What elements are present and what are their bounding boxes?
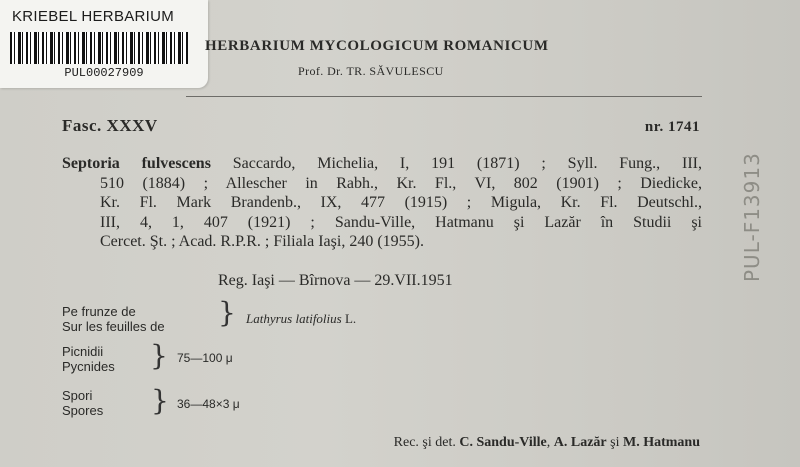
citation-line-1: Septoria fulvescens Saccardo, Michelia, I, 191 (1871) ; Syll. Fung., III,: [62, 155, 702, 172]
brace-host: }: [218, 296, 236, 329]
spores-label: Spori Spores: [62, 388, 104, 418]
host-label: Pe frunze de Sur les feuilles de: [62, 304, 165, 334]
collection-editor: Prof. Dr. TR. SĂVULESCU: [298, 64, 444, 78]
locality-date: Reg. Iaşi — Bîrnova — 29.VII.1951: [218, 272, 453, 289]
citation-line-3: Kr. Fl. Mark Brandenb., IX, 477 (1915) ; Migula, Kr. Fl. Deutschl.,: [100, 194, 702, 212]
fascicle-number: Fasc. XXXV: [62, 116, 158, 135]
spores-size: 36—48×3 μ: [177, 397, 240, 411]
herbarium-tag: [0, 0, 208, 88]
header-divider: [186, 96, 702, 97]
citation-line-4: III, 4, 1, 407 (1921) ; Sandu-Ville, Hatmanu şi Lazăr în Studii şi: [100, 213, 702, 231]
herbarium-name: KRIEBEL HERBARIUM: [12, 8, 175, 25]
pycnidia-label: Picnidii Pycnides: [62, 344, 115, 374]
brace-spores: }: [151, 384, 169, 417]
host-species: Lathyrus latifolius L.: [246, 311, 357, 326]
barcode-image: [10, 32, 188, 64]
collector-line: Rec. şi det. C. Sandu-Ville, A. Lazăr şi M. Hatmanu: [393, 435, 700, 450]
specimen-number: nr. 1741: [644, 119, 700, 135]
species-name: Septoria fulvescens: [62, 155, 211, 172]
citation-line-5: Cercet. Şt. ; Acad. R.P.R. ; Filiala Iaşi, 240 (1955).: [100, 233, 424, 251]
pycnidia-size: 75—100 μ: [177, 351, 233, 365]
brace-pycnidia: }: [150, 339, 168, 372]
collection-title: HERBARIUM MYCOLOGICUM ROMANICUM: [205, 38, 549, 54]
handwritten-accession: PUL-F13913: [740, 152, 764, 282]
citation-line-2: 510 (1884) ; Allescher in Rabh., Kr. Fl., VI, 802 (1901) ; Diedicke,: [100, 174, 702, 192]
barcode-number: PUL00027909: [64, 66, 144, 80]
species-citation: [62, 154, 702, 252]
